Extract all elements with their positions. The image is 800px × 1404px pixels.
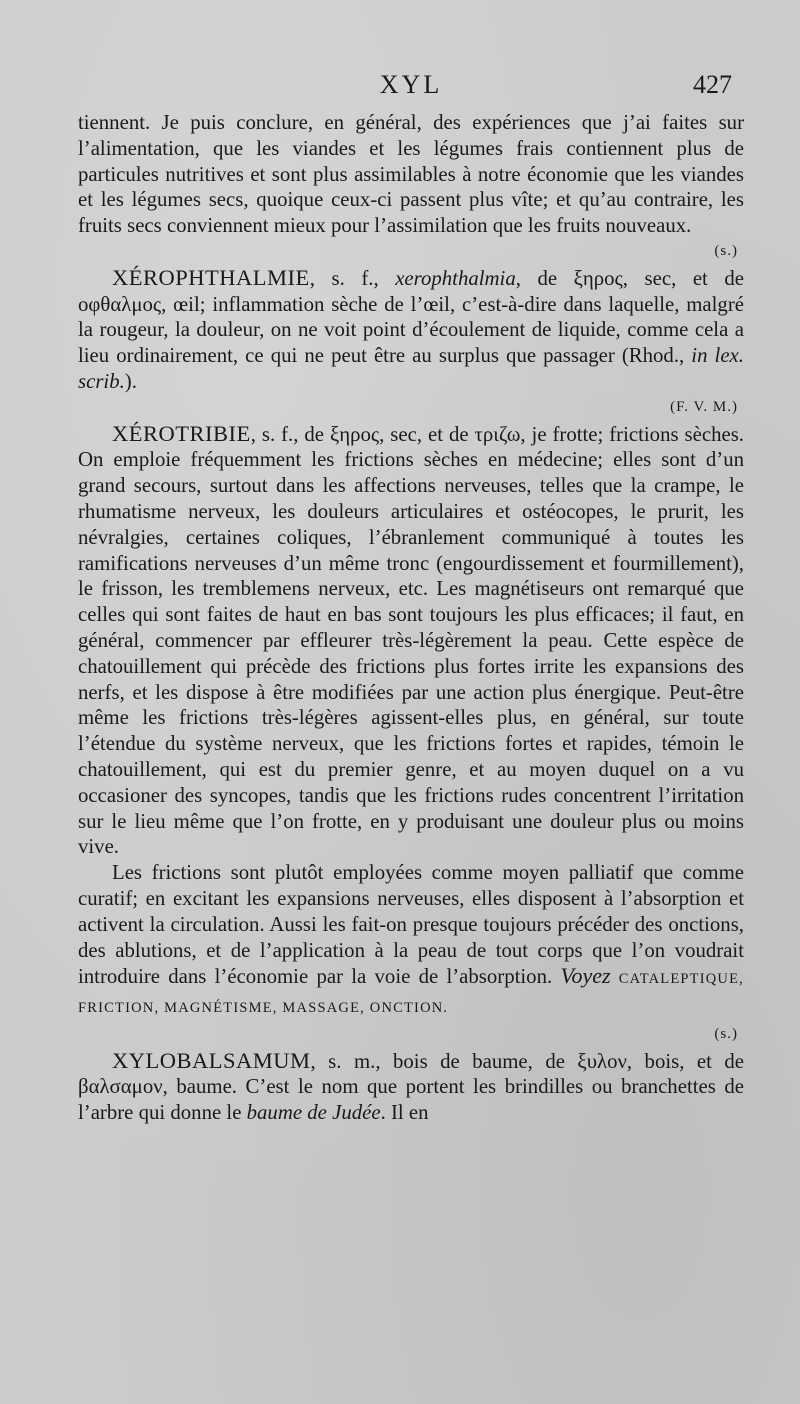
entry-text: . Il en [380, 1101, 429, 1125]
entry-text: , s. f., [309, 266, 396, 290]
headword: XÉROPHTHALMIE [112, 264, 310, 290]
headword: XYLOBALSAMUM [112, 1047, 311, 1073]
entry-xerophthalmie [78, 265, 744, 395]
entry-text: , s. m., bois de baume, de ξυλον, bois, et de βαλσαμον, baume. C’est le nom que portent les brindilles ou branchettes de l’arbre qui donne le [78, 1049, 744, 1125]
entry-xylobalsamum [78, 1048, 744, 1126]
paragraph-text: Les frictions sont plutôt employées comme moyen palliatif que comme curatif; en excitant les expansions nerveuses, elles disposent à l’absorption et activent la circulation. Aussi les fait-on presque toujours précéder des onctions, des ablutions, et de l’application à la peau de tout corps que l’on voudrait introduire dans l’économie par la voie de l’absorption. [78, 861, 744, 989]
see-also-list: CATALEPTIQUE, FRICTION, MAGNÉTISME, MASSAGE, ONCTION. [78, 971, 744, 1017]
author-signature: (s.) [714, 1025, 738, 1042]
headword: XÉROTRIBIE [112, 420, 251, 446]
author-signature: (s.) [714, 242, 738, 259]
entry-text: , s. f., de ξηρος, sec, et de τριζω, je frotte; frictions sèches. On emploie fréquemment les frictions sèches en médecine; elles sont d’un grand secours, surtout dans les affections nerveuses, telles que la crampe, le rhumatisme nerveux, les douleurs articulaires et ostéocopes, le prurit, les névralgies, certaines coliques, l’ébranlement communiqué à toutes les ramifications nerveuses d’un même tronc (engourdissement et fourmillement), le frisson, les tremblemens nerveux, etc. Les magnétiseurs ont remarqué que celles qui sont faites de haut en bas sont toujours les plus efficaces; il faut, en général, commencer par effleurer très-légèrement la peau. Cette espèce de chatouillement qui précède des frictions plus fortes irrite les expansions des nerfs, et les dispose à être modifiées par une action plus énergique. Peut-être même les frictions très-légères agissent-elles plus, en général, sur toute l’étendue du système nerveux, que les frictions fortes et rapides, témoin le chatouillement, qui est du premier genre, et au moyen duquel on a vu occasioner des syncopes, tandis que les frictions rudes concentrent l’irritation sur le lieu même que l’on frotte, en y produisant une douleur plus ou moins vive. [78, 422, 744, 859]
emphasized-term: baume de Judée [246, 1101, 381, 1125]
page-header [78, 70, 744, 110]
running-head: XYL [379, 70, 443, 99]
author-signature: (F. V. M.) [670, 398, 738, 415]
entry-xerotribie [78, 421, 744, 861]
reference: in lex. scrib. [78, 344, 744, 393]
entry-text: ). [124, 369, 137, 393]
paragraph-frictions [78, 860, 744, 1022]
latin-term: xerophthalmia [395, 266, 516, 290]
page-number: 427 [693, 70, 732, 99]
paragraph-continuation: tiennent. Je puis conclure, en général, des expériences que j’ai faites sur l’alimentation, que les viandes et les légumes frais contiennent plus de particules nutritives et sont plus assimilables à notre économie que les viandes et les légumes secs, quoique ceux-ci passent plus vîte; et qu’au contraire, les fruits secs conviennent mieux pour l’assimilation que les fruits nouveaux. [78, 111, 744, 238]
page-text [78, 110, 744, 1126]
see-also-label: Voyez [560, 963, 611, 989]
entry-text: , de ξηρος, sec, et de οφθαλμος, œil; inflammation sèche de l’œil, c’est-à-dire dans laquelle, malgré la rougeur, la douleur, on ne voit point d’écoulement de liquide, comme cela a lieu ordinairement, ce qui ne peut être au surplus que passager (Rhod., [78, 266, 744, 368]
